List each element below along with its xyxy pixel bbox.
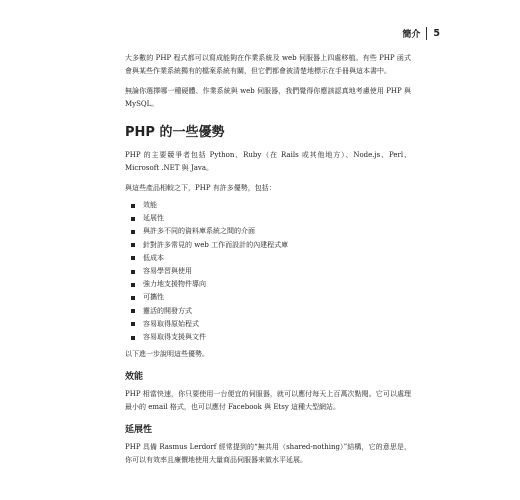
list-item: [131, 265, 411, 278]
bullet-icon: [131, 309, 135, 313]
list-item: [131, 212, 411, 225]
section-paragraph-3: 以下進一步說明這些優勢。: [125, 350, 209, 359]
bullet-icon: [131, 217, 135, 221]
performance-paragraph: PHP 相當快速，你只要使用一台便宜的伺服器，就可以應付每天上百萬次點閱。它可以處理最小的 email 格式，也可以應付 Facebook 與 Etsy 這種大型網站。: [125, 390, 411, 412]
section-paragraph-1: PHP 的主要競爭者包括 Python、Ruby（在 Rails 或其他地方）、Node.js、Perl、Microsoft .NET 與 Java。: [125, 151, 411, 172]
list-item: [131, 278, 411, 291]
bullet-icon: [131, 336, 135, 340]
list-item-text: 低成本: [143, 253, 164, 262]
bullet-icon: [131, 204, 135, 208]
section-heading: PHP 的一些優勢: [125, 125, 225, 140]
list-item: [131, 225, 411, 238]
list-item: [131, 318, 411, 331]
list-item: [131, 305, 411, 318]
list-item-text: 可攜性: [143, 293, 164, 302]
list-item: [131, 199, 411, 212]
list-item: [131, 291, 411, 304]
bullet-icon: [131, 230, 135, 234]
list-item-text: 容易取得支援與文件: [143, 333, 206, 342]
chapter-title: 簡介: [402, 29, 421, 40]
page-number: 5: [433, 27, 440, 39]
list-item-text: 靈活的開發方式: [143, 306, 192, 315]
list-item-text: 容易取得原始程式: [143, 319, 199, 328]
scalability-paragraph: PHP 具備 Rasmus Lerdorf 經常提到的“無共用（shared-nothing）”結構，它的意思是，你可以有效率且廉價地使用大量商品伺服器來做水平延展。: [125, 443, 411, 465]
bullet-icon: [131, 243, 135, 247]
performance-heading: 效能: [125, 372, 144, 383]
header-divider: [426, 27, 427, 40]
list-item-text: 延展性: [143, 214, 164, 223]
intro-paragraph-2: 無論你選擇哪一種硬體、作業系統與 web 伺服器，我們覺得你應該認真地考慮使用 PHP 與 MySQL。: [125, 87, 411, 108]
scalability-heading: 延展性: [125, 425, 153, 436]
section-paragraph-2: 與這些產品相較之下，PHP 有許多優勢，包括：: [125, 184, 276, 192]
intro-paragraph-1: 大多數的 PHP 程式都可以寫成能夠在作業系統及 web 伺服器上四處移植。有些 PHP 函式會與某些作業系統獨有的檔案系統有關，但它們都會被清楚地標示在手冊與這本書中。: [125, 54, 411, 75]
page-header: [402, 26, 440, 40]
advantages-list: [125, 199, 411, 344]
bullet-icon: [131, 296, 135, 300]
list-item: [131, 331, 411, 344]
list-item-text: 針對許多常見的 web 工作而設計的內建程式庫: [143, 240, 289, 249]
list-item: [131, 252, 411, 265]
bullet-icon: [131, 283, 135, 287]
list-item: [131, 239, 411, 252]
bullet-icon: [131, 256, 135, 260]
list-item-text: 容易學習與使用: [143, 267, 192, 276]
list-item-text: 效能: [143, 201, 157, 209]
bullet-icon: [131, 322, 135, 326]
list-item-text: 強力地支援物件導向: [143, 280, 206, 289]
page-content: [125, 52, 411, 467]
list-item-text: 與許多不同的資料庫系統之間的介面: [143, 227, 255, 236]
bullet-icon: [131, 270, 135, 274]
